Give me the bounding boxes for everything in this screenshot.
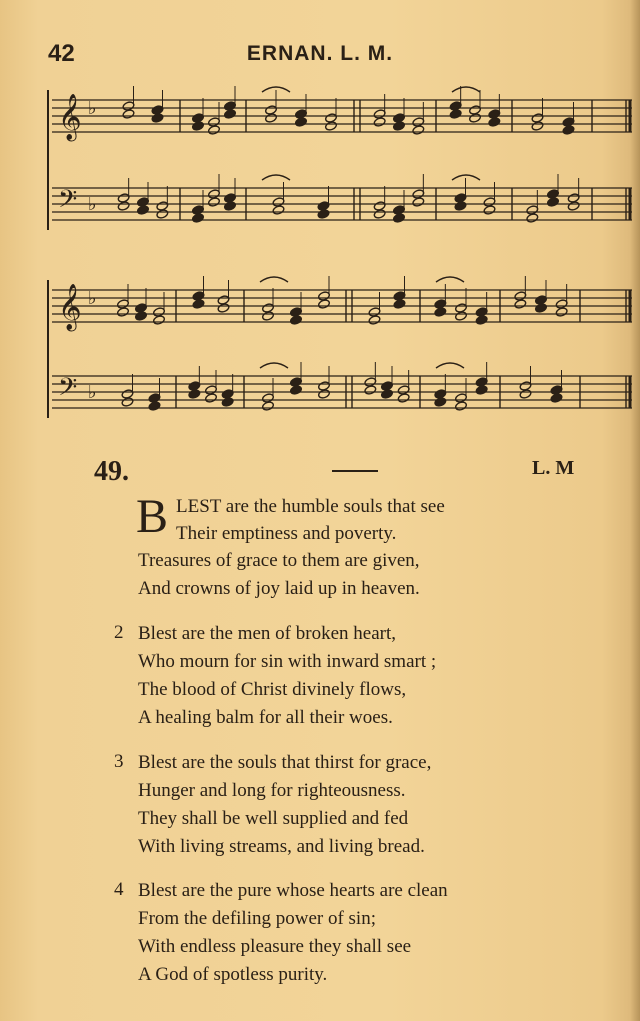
stanza-line: With endless pleasure they shall see	[138, 936, 412, 957]
half-note	[514, 299, 527, 310]
half-note	[208, 125, 221, 136]
stanza-line: And crowns of joy laid up in heaven.	[138, 578, 420, 599]
quarter-note	[192, 299, 205, 310]
drop-cap: B	[136, 490, 169, 543]
half-note	[205, 393, 218, 404]
quarter-note	[488, 117, 501, 128]
treble-clef-icon: 𝄞	[58, 284, 82, 330]
slur-arc	[452, 87, 480, 92]
slur-arc	[260, 277, 288, 282]
half-note	[412, 125, 425, 136]
half-note	[121, 397, 134, 408]
slur-arc	[436, 363, 464, 368]
half-note	[519, 389, 532, 400]
half-note	[208, 197, 221, 208]
stanza-line: Blest are the souls that thirst for grace,	[138, 752, 432, 773]
slur-arc	[436, 277, 464, 282]
quarter-note	[295, 117, 308, 128]
half-note	[526, 213, 539, 224]
flat-sign-icon: ♭	[88, 98, 97, 119]
quarter-note	[454, 201, 467, 212]
half-note	[397, 393, 410, 404]
half-note	[567, 201, 580, 212]
half-note	[483, 205, 496, 216]
half-note	[412, 197, 425, 208]
stanza-line: The blood of Christ divinely flows,	[138, 679, 407, 700]
half-note	[531, 121, 544, 132]
half-note	[368, 315, 381, 326]
quarter-note	[393, 121, 406, 132]
half-note	[217, 303, 230, 314]
quarter-note	[393, 299, 406, 310]
page-number: 42	[48, 40, 75, 67]
quarter-note	[535, 303, 548, 314]
half-note	[455, 401, 468, 412]
quarter-note	[449, 109, 462, 120]
quarter-note	[221, 397, 234, 408]
quarter-note	[434, 307, 447, 318]
half-note	[373, 117, 386, 128]
music-score	[0, 0, 640, 440]
stanza-number: 3	[114, 751, 124, 772]
stanza-line: LEST are the humble souls that see	[176, 496, 445, 517]
stanza-line: They shall be well supplied and fed	[138, 808, 409, 829]
half-note	[318, 299, 331, 310]
stanza-line: Treasures of grace to them are given,	[138, 550, 420, 571]
quarter-note	[393, 213, 406, 224]
quarter-note	[317, 209, 330, 220]
half-note	[469, 113, 482, 124]
half-note	[325, 121, 338, 132]
stanza-line: Hunger and long for righteousness.	[138, 780, 406, 801]
half-note	[272, 205, 285, 216]
half-note	[262, 311, 275, 322]
quarter-note	[547, 197, 560, 208]
half-note	[318, 389, 331, 400]
half-note	[156, 209, 169, 220]
stanza-line: Their emptiness and poverty.	[176, 523, 397, 544]
quarter-note	[381, 389, 394, 400]
quarter-note	[137, 205, 150, 216]
stanza-line: With living streams, and living bread.	[138, 836, 425, 857]
hymn-number: 49.	[94, 456, 129, 487]
stanza-line: Blest are the men of broken heart,	[138, 623, 396, 644]
quarter-note	[192, 121, 205, 132]
stanza-number: 4	[114, 879, 124, 900]
half-note	[265, 113, 278, 124]
bass-clef-icon: 𝄢	[58, 185, 78, 220]
quarter-note	[151, 113, 164, 124]
quarter-note	[188, 389, 201, 400]
half-note	[117, 201, 130, 212]
quarter-note	[562, 125, 575, 136]
quarter-note	[224, 109, 237, 120]
quarter-note	[434, 397, 447, 408]
half-note	[262, 401, 275, 412]
quarter-note	[290, 315, 303, 326]
quarter-note	[290, 385, 303, 396]
flat-sign-icon: ♭	[88, 194, 97, 215]
slur-arc	[262, 175, 290, 180]
stanza-line: From the defiling power of sin;	[138, 908, 376, 929]
hymn-separator-dash	[332, 470, 378, 472]
flat-sign-icon: ♭	[88, 288, 97, 309]
half-note	[364, 385, 377, 396]
stanza-line: Blest are the pure whose hearts are clean	[138, 880, 448, 901]
stanza-line: Who mourn for sin with inward smart ;	[138, 651, 437, 672]
half-note	[455, 311, 468, 322]
bass-clef-icon: 𝄢	[58, 373, 78, 408]
quarter-note	[224, 201, 237, 212]
stanza-line: A God of spotless purity.	[138, 964, 328, 985]
stanza-number: 2	[114, 622, 124, 643]
stanza-line: A healing balm for all their woes.	[138, 707, 393, 728]
treble-clef-icon: 𝄞	[58, 94, 82, 140]
tune-title: ERNAN. L. M.	[246, 42, 394, 65]
half-note	[117, 307, 130, 318]
half-note	[555, 307, 568, 318]
half-note	[153, 315, 166, 326]
quarter-note	[135, 311, 148, 322]
hymn-meter: L. M	[532, 457, 575, 479]
half-note	[122, 109, 135, 120]
flat-sign-icon: ♭	[88, 382, 97, 403]
quarter-note	[192, 213, 205, 224]
quarter-note	[475, 385, 488, 396]
slur-arc	[260, 363, 288, 368]
quarter-note	[475, 315, 488, 326]
quarter-note	[148, 401, 161, 412]
half-note	[373, 209, 386, 220]
quarter-note	[550, 393, 563, 404]
